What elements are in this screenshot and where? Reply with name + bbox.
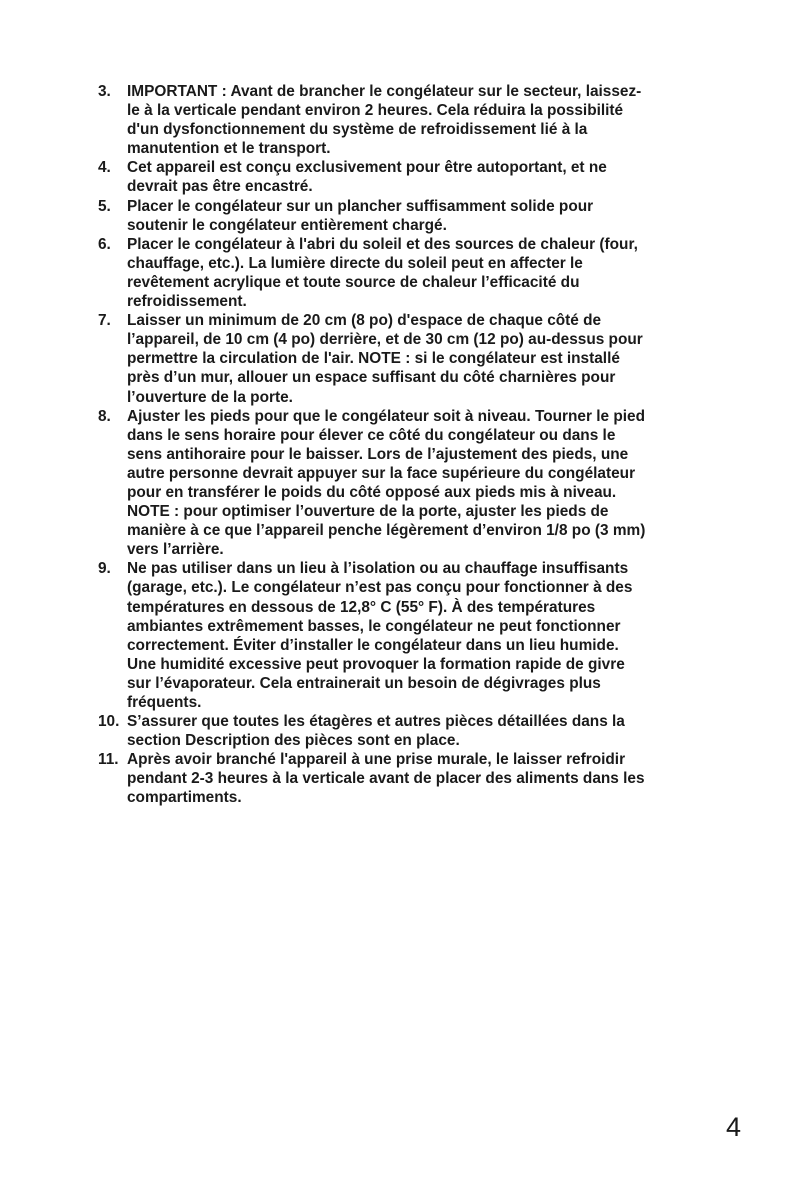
item-text-line: d'un dysfonctionnement du système de refroidissement lié à la xyxy=(127,121,588,139)
item-text-line: chauffage, etc.). La lumière directe du soleil peut en affecter le xyxy=(127,254,583,272)
item-text-line: NOTE : pour optimiser l’ouverture de la porte, ajuster les pieds de xyxy=(127,503,609,521)
item-text-line: manière à ce que l’appareil penche légèrement d’environ 1/8 po (3 mm) xyxy=(127,522,646,540)
item-text-line: correctement. Éviter d’installer le congélateur dans un lieu humide. xyxy=(127,636,619,654)
item-text-line: le à la verticale pendant environ 2 heures. Cela réduira la possibilité xyxy=(127,102,624,120)
item-number: 3. xyxy=(98,83,111,100)
item-text-line: températures en dessous de 12,8° C (55° F). À des températures xyxy=(127,598,596,616)
list-item xyxy=(98,712,718,750)
item-text-line: S’assurer que toutes les étagères et autres pièces détaillées dans la xyxy=(127,713,625,731)
page-number: 4 xyxy=(726,1112,742,1142)
item-number: 8. xyxy=(98,407,111,425)
item-text-line: dans le sens horaire pour élever ce côté du congélateur ou dans le xyxy=(127,426,616,444)
item-text-line: IMPORTANT : Avant de brancher le congélateur sur le secteur, laissez- xyxy=(127,83,642,100)
item-text-line: l’ouverture de la porte. xyxy=(127,388,293,406)
list-item xyxy=(98,235,718,311)
item-text-line: sur l’évaporateur. Cela entrainerait un besoin de dégivrages plus xyxy=(127,674,601,692)
item-text-line: Laisser un minimum de 20 cm (8 po) d'espace de chaque côté de xyxy=(127,312,602,330)
item-text-line: devrait pas être encastré. xyxy=(127,178,313,196)
item-text-line: revêtement acrylique et toute source de chaleur l’efficacité du xyxy=(127,273,580,291)
item-text-line: compartiments. xyxy=(127,789,242,807)
item-text-line: Ajuster les pieds pour que le congélateur soit à niveau. Tourner le pied xyxy=(127,407,645,425)
item-text-line: manutention et le transport. xyxy=(127,140,331,158)
item-number: 7. xyxy=(98,312,111,330)
list-item xyxy=(98,407,718,560)
list-item xyxy=(98,197,718,235)
item-number: 10. xyxy=(98,713,120,731)
item-text-line: fréquents. xyxy=(127,694,202,711)
item-number: 4. xyxy=(98,159,111,177)
item-number: 9. xyxy=(98,560,111,578)
item-text-line: Cet appareil est conçu exclusivement pour être autoportant, et ne xyxy=(127,159,607,177)
list-item xyxy=(98,82,718,158)
item-text-line: refroidissement. xyxy=(127,293,247,311)
item-text-line: sens antihoraire pour le baisser. Lors de l’ajustement des pieds, une xyxy=(127,445,629,463)
item-text-line: Après avoir branché l'appareil à une prise murale, le laisser refroidir xyxy=(127,751,626,769)
list-item xyxy=(98,559,718,712)
item-text-line: ambiantes extrêmement basses, le congélateur ne peut fonctionner xyxy=(127,617,621,635)
item-number: 5. xyxy=(98,197,111,215)
item-text-line: autre personne devrait appuyer sur la face supérieure du congélateur xyxy=(127,464,636,482)
item-text-line: soutenir le congélateur entièrement chargé. xyxy=(127,216,447,234)
item-number: 6. xyxy=(98,235,111,253)
list-item xyxy=(98,158,718,196)
item-number: 11. xyxy=(98,751,119,769)
list-item xyxy=(98,311,718,406)
item-text-line: Placer le congélateur à l'abri du soleil et des sources de chaleur (four, xyxy=(127,235,638,253)
item-text-line: Ne pas utiliser dans un lieu à l’isolation ou au chauffage insuffisants xyxy=(127,560,629,578)
item-text-line: vers l’arrière. xyxy=(127,541,224,559)
installation-instructions-list xyxy=(98,82,718,808)
item-text-line: l’appareil, de 10 cm (4 po) derrière, et de 30 cm (12 po) au-dessus pour xyxy=(127,331,643,349)
item-text-line: section Description des pièces sont en place. xyxy=(127,732,460,750)
item-text-line: Une humidité excessive peut provoquer la formation rapide de givre xyxy=(127,655,625,673)
item-text-line: près d’un mur, allouer un espace suffisant du côté charnières pour xyxy=(127,369,616,387)
item-text-line: pour en transférer le poids du côté opposé aux pieds mis à niveau. xyxy=(127,483,617,501)
item-text-line: permettre la circulation de l'air. NOTE : si le congélateur est installé xyxy=(127,350,620,368)
list-item xyxy=(98,750,718,807)
item-text-line: pendant 2-3 heures à la verticale avant de placer des aliments dans les xyxy=(127,770,645,788)
item-text-line: (garage, etc.). Le congélateur n’est pas conçu pour fonctionner à des xyxy=(127,579,633,597)
item-text-line: Placer le congélateur sur un plancher suffisamment solide pour xyxy=(127,197,594,215)
